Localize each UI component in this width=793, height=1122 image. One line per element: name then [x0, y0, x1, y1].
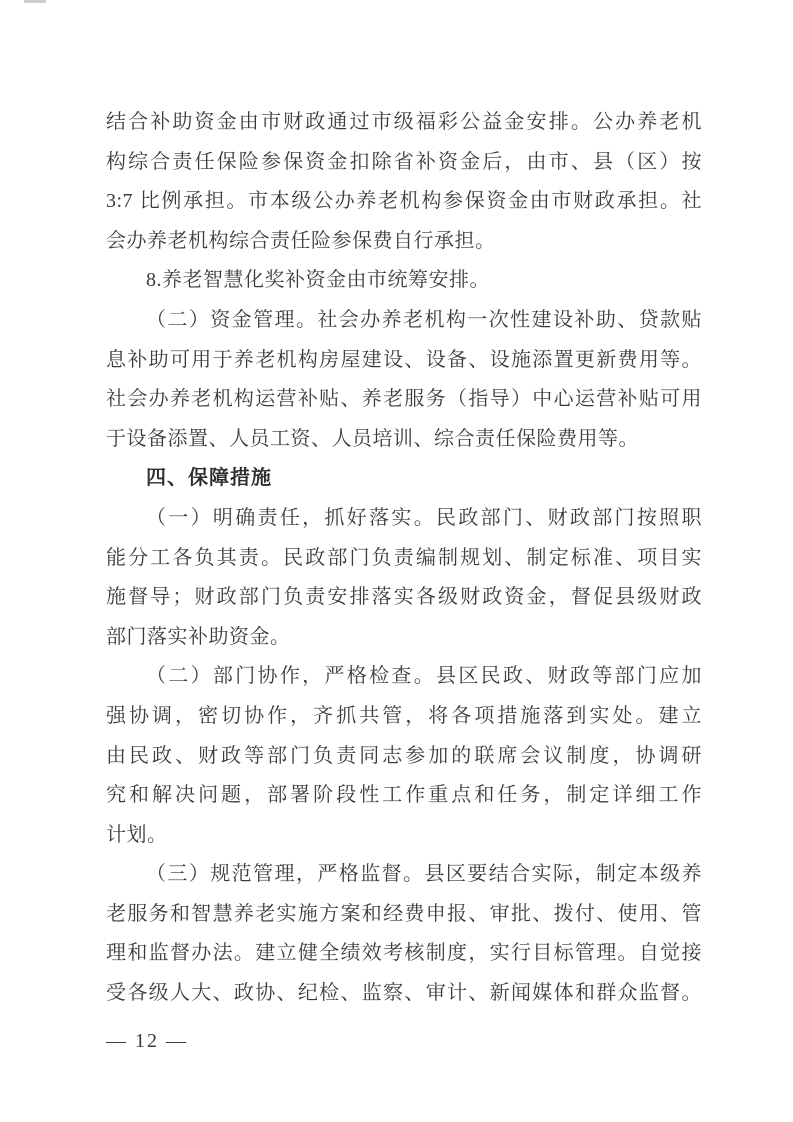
- section-heading: 四、保障措施: [146, 467, 272, 490]
- page-number: — 12 —: [106, 1030, 188, 1052]
- text-line: 计划。: [106, 823, 168, 846]
- text-line: 施督导；财政部门负责安排落实各级财政资金，督促县级财政: [106, 586, 702, 609]
- text-line: 构综合责任保险参保资金扣除省补资金后，由市、县（区）按: [106, 150, 702, 173]
- text-line: 究和解决问题，部署阶段性工作重点和任务，制定详细工作: [106, 784, 702, 807]
- text-line: 部门落实补助资金。: [106, 625, 291, 648]
- text-line: 结合补助资金由市财政通过市级福彩公益金安排。公办养老机: [106, 111, 702, 133]
- text-line: 强协调，密切协作，齐抓共管，将各项措施落到实处。建立: [106, 704, 702, 727]
- text-line: （二）资金管理。社会办养老机构一次性建设补助、贷款贴: [146, 308, 702, 331]
- paragraph: [106, 103, 702, 261]
- page-footer: [106, 1030, 188, 1053]
- text-line: （三）规范管理，严格监督。县区要结合实际，制定本级养: [146, 863, 702, 886]
- text-line: 于设备添置、人员工资、人员培训、综合责任保险费用等。: [106, 427, 639, 450]
- scan-artifact: [24, 0, 46, 3]
- paragraph: [106, 499, 702, 657]
- text-line: （一）明确责任，抓好落实。民政部门、财政部门按照职: [146, 506, 702, 529]
- text-line: 息补助可用于养老机构房屋建设、设备、设施添置更新费用等。: [106, 348, 702, 371]
- text-line: 受各级人大、政协、纪检、监察、审计、新闻媒体和群众监督。: [106, 982, 702, 1005]
- text-line: 老服务和智慧养老实施方案和经费申报、审批、拨付、使用、管: [106, 902, 702, 925]
- text-line: （二）部门协作，严格检查。县区民政、财政等部门应加: [146, 665, 702, 688]
- text-line: 理和监督办法。建立健全绩效考核制度，实行目标管理。自觉接: [106, 942, 702, 965]
- text-line: 社会办养老机构运营补贴、养老服务（指导）中心运营补贴可用: [106, 388, 702, 411]
- text-line: 3:7 比例承担。市本级公办养老机构参保资金由市财政承担。社: [106, 190, 702, 213]
- paragraph: [106, 657, 702, 855]
- paragraph: [106, 261, 702, 301]
- paragraph: [106, 459, 702, 499]
- paragraph: [106, 301, 702, 459]
- text-line: 8.养老智慧化奖补资金由市统筹安排。: [146, 269, 490, 292]
- text-line: 由民政、财政等部门负责同志参加的联席会议制度，协调研: [106, 744, 702, 767]
- paragraph: [106, 855, 702, 1013]
- text-line: 会办养老机构综合责任险参保费自行承担。: [106, 229, 496, 252]
- text-line: 能分工各负其责。民政部门负责编制规划、制定标准、项目实: [106, 546, 702, 569]
- document-body: [106, 103, 702, 1014]
